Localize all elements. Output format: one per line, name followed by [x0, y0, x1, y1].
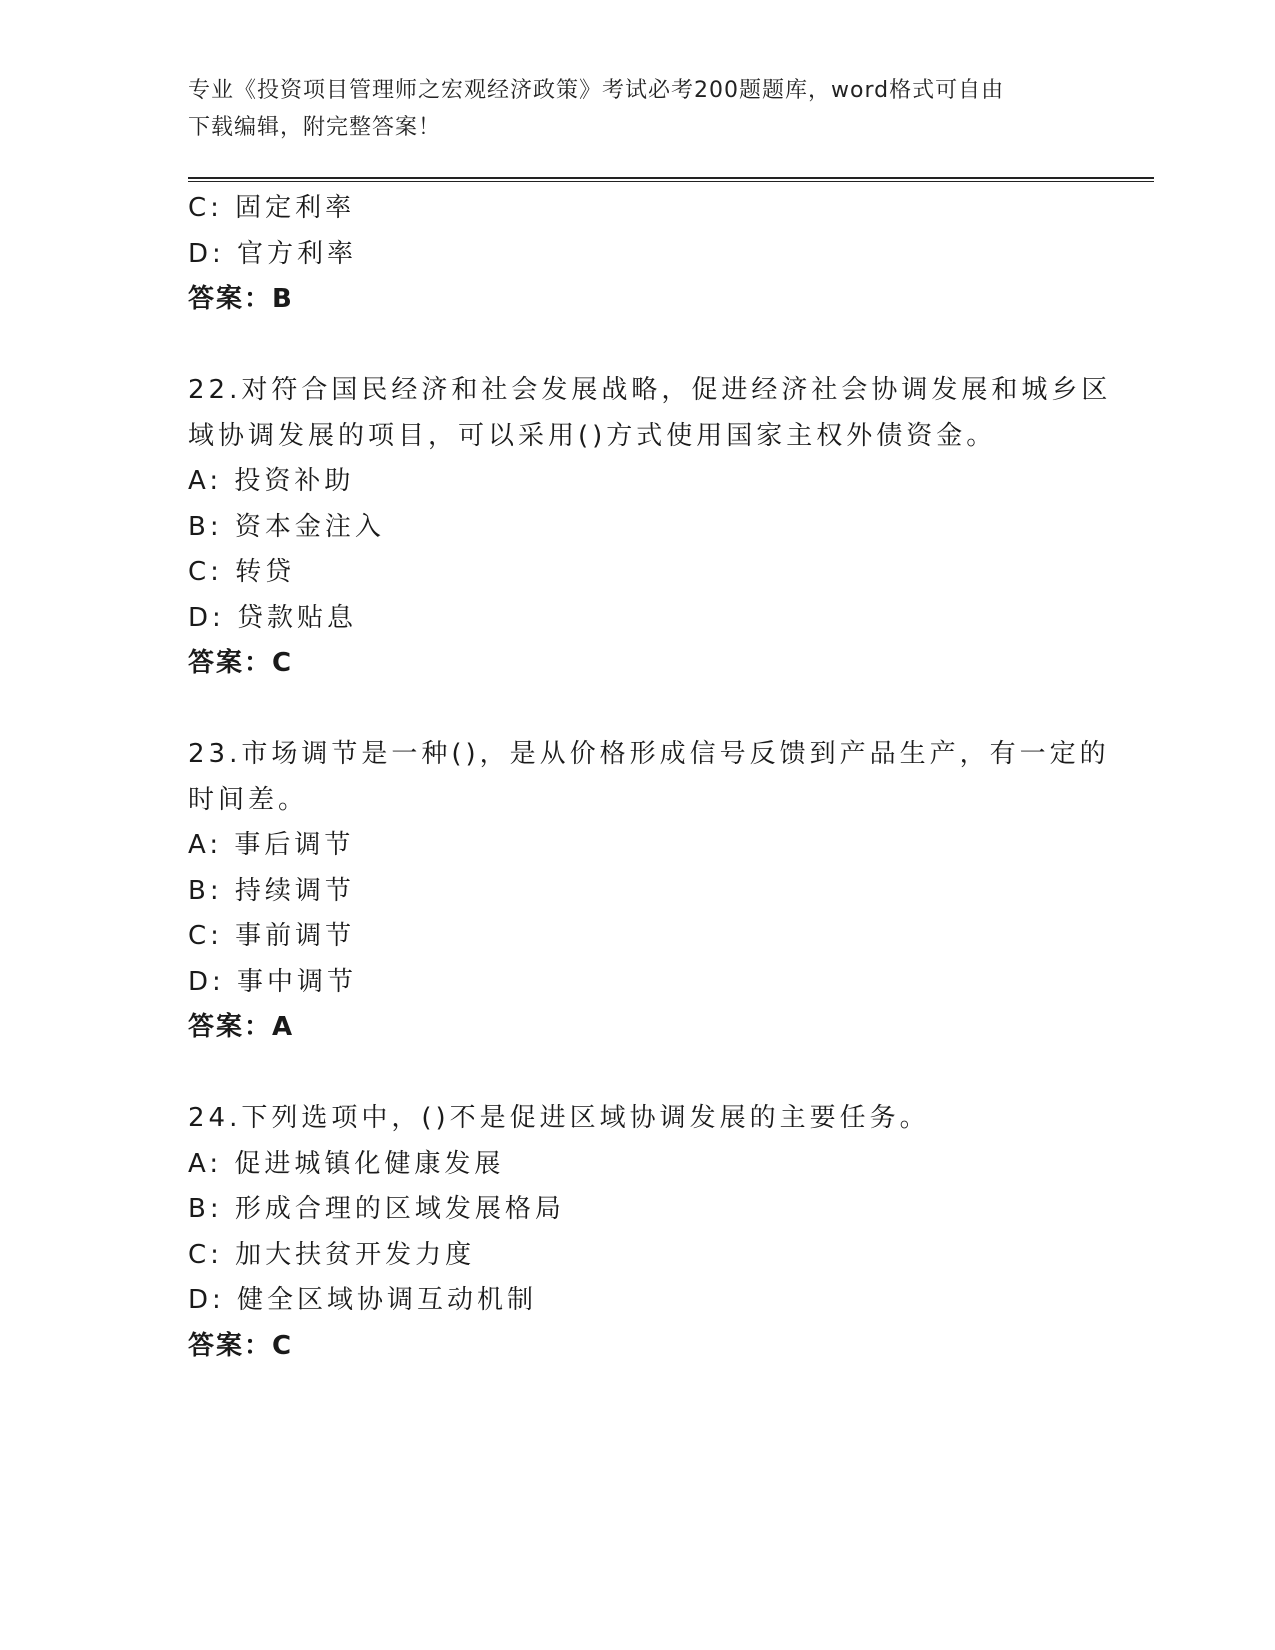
answer: 答案：A	[188, 1012, 295, 1042]
option-d: D: 健全区域协调互动机制	[188, 1285, 538, 1315]
answer: 答案：C	[188, 1330, 294, 1361]
question-21-tail	[188, 186, 1088, 323]
spacer	[188, 1051, 1088, 1097]
question-list	[188, 186, 1112, 1369]
option-d: D: 事中调节	[188, 966, 358, 997]
option-d: D: 官方利率	[188, 238, 358, 269]
option-a: A: 投资补助	[188, 466, 355, 496]
question-23	[188, 732, 1110, 1051]
option-b: B: 持续调节	[188, 875, 355, 906]
document-header	[188, 72, 1088, 146]
answer: 答案：B	[188, 284, 294, 314]
option-c: C: 加大扶贫开发力度	[188, 1239, 476, 1270]
question-stem-line: 24.下列选项中，()不是促进区域协调发展的主要任务。	[188, 1103, 930, 1133]
option-c: C: 转贷	[188, 557, 296, 587]
option-a: A: 促进城镇化健康发展	[188, 1148, 505, 1179]
header-line-1: 专业《投资项目管理师之宏观经济政策》考试必考200题题库，word格式可自由	[188, 78, 1005, 103]
question-stem-line: 22.对符合国民经济和社会发展战略，促进经济社会协调发展和城乡区	[188, 375, 1112, 405]
option-d: D: 贷款贴息	[188, 602, 358, 633]
question-22	[188, 368, 1112, 687]
option-b: B: 资本金注入	[188, 511, 385, 542]
option-a: A: 事后调节	[188, 830, 355, 860]
answer: 答案：C	[188, 648, 294, 678]
question-stem-line: 23.市场调节是一种()，是从价格形成信号反馈到产品生产，有一定的	[188, 739, 1110, 769]
option-b: B: 形成合理的区域发展格局	[188, 1194, 565, 1224]
spacer	[188, 323, 1088, 369]
option-c: C: 事前调节	[188, 921, 356, 951]
question-24	[188, 1096, 1088, 1369]
spacer	[188, 687, 1088, 733]
header-line-2: 下载编辑，附完整答案！	[188, 115, 442, 140]
header-divider	[188, 177, 1154, 182]
question-stem-line: 时间差。	[188, 784, 309, 815]
question-stem-line: 域协调发展的项目，可以采用()方式使用国家主权外债资金。	[188, 420, 997, 451]
option-c: C: 固定利率	[188, 193, 356, 223]
